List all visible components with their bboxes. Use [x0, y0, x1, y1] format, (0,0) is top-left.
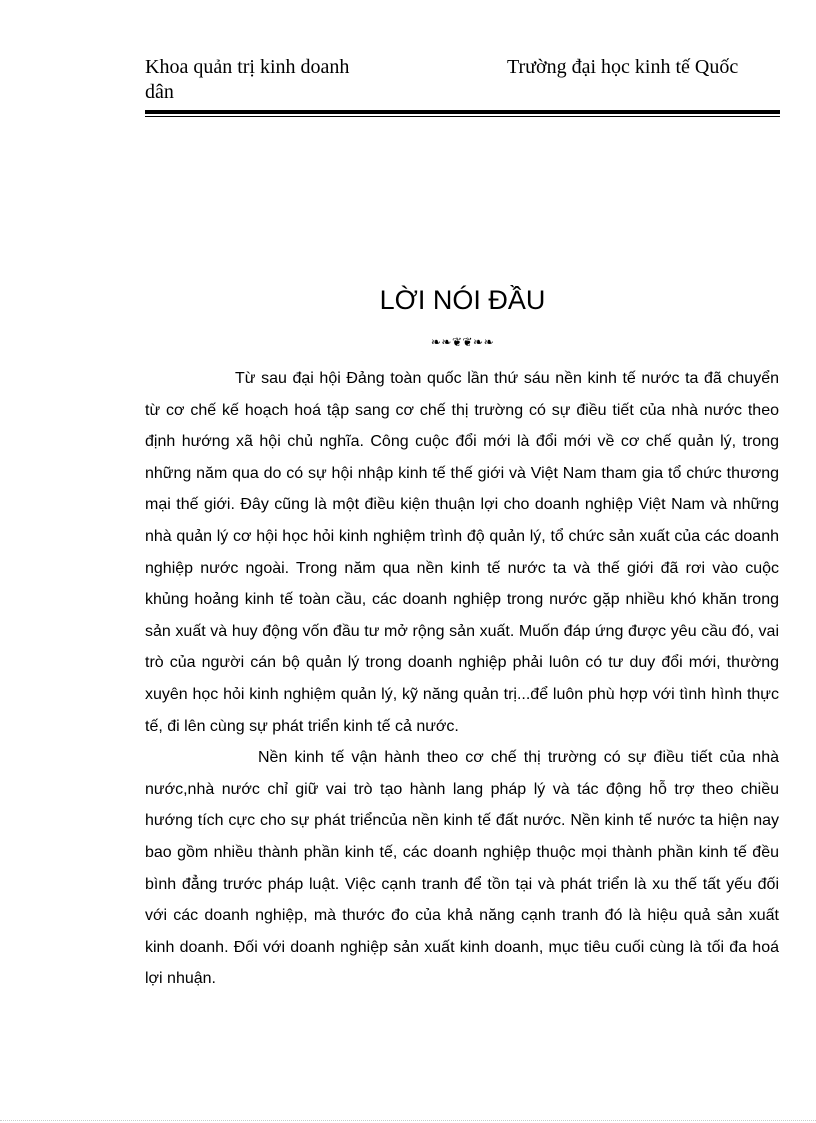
header-faculty-line2: dân: [145, 81, 174, 103]
header-faculty: [145, 55, 395, 105]
ornament-divider: ❧❧❦❦❧❧: [430, 335, 495, 349]
body-text: [145, 363, 779, 995]
page-title: LỜI NÓI ĐẦU: [379, 285, 546, 315]
paragraph-1: Từ sau đại hội Đảng toàn quốc lần thứ sáu nền kinh tế nước ta đã chuyển từ cơ chế kế hoạch hoá tập sang cơ chế thị trường có sự điều tiết của nhà nước theo định hướng xã hội chủ nghĩa. Công cuộc đổi mới là đổi mới về cơ chế quản lý, trong những năm qua do có sự hội nhập kinh tế thế giới và Việt Nam tham gia tổ chức thương mại thế giới. Đây cũng là một điều kiện thuận lợi cho doanh nghiệp Việt Nam và những nhà quản lý cơ hội học hỏi kinh nghiệm trình độ quản lý, tổ chức sản xuất của các doanh nghiệp nước ngoài. Trong năm qua nền kinh tế nước ta và thế giới đã rơi vào cuộc khủng hoảng kinh tế toàn cầu, các doanh nghiệp trong nước gặp nhiều khó khăn trong sản xuất và huy động vốn đầu tư mở rộng sản xuất. Muốn đáp ứng được yêu cầu đó, vai trò của người cán bộ quản lý trong doanh nghiệp phải luôn có tư duy đổi mới, thường xuyên học hỏi kinh nghiệm quản lý, kỹ năng quản trị...để luôn phù hợp với tình hình thực tế, đi lên cùng sự phát triển kinh tế cả nước.: [145, 370, 779, 735]
header-rule-thin: [145, 116, 780, 117]
paragraph-2: Nền kinh tế vận hành theo cơ chế thị trường có sự điều tiết của nhà nước,nhà nước chỉ giữ vai trò tạo hành lang pháp lý và tác động hỗ trợ theo chiều hướng tích cực cho sự phát triểncủa nền kinh tế đất nước. Nền kinh tế nước ta hiện nay bao gồm nhiều thành phần kinh tế, các doanh nghiệp thuộc mọi thành phần kinh tế đều bình đẳng trước pháp luật. Việc cạnh tranh để tồn tại và phát triển là xu thế tất yếu đối với các doanh nghiệp, mà thước đo của khả năng cạnh tranh đó là hiệu quả sản xuất kinh doanh. Đối với doanh nghiệp sản xuất kinh doanh, mục tiêu cuối cùng là tối đa hoá lợi nhuận.: [145, 749, 779, 988]
page-bottom-border: [0, 1120, 816, 1121]
header-faculty-line1: Khoa quản trị kinh doanh: [145, 56, 350, 78]
header-university: Trường đại học kinh tế Quốc: [507, 56, 739, 78]
header-rule-thick: [145, 110, 780, 114]
